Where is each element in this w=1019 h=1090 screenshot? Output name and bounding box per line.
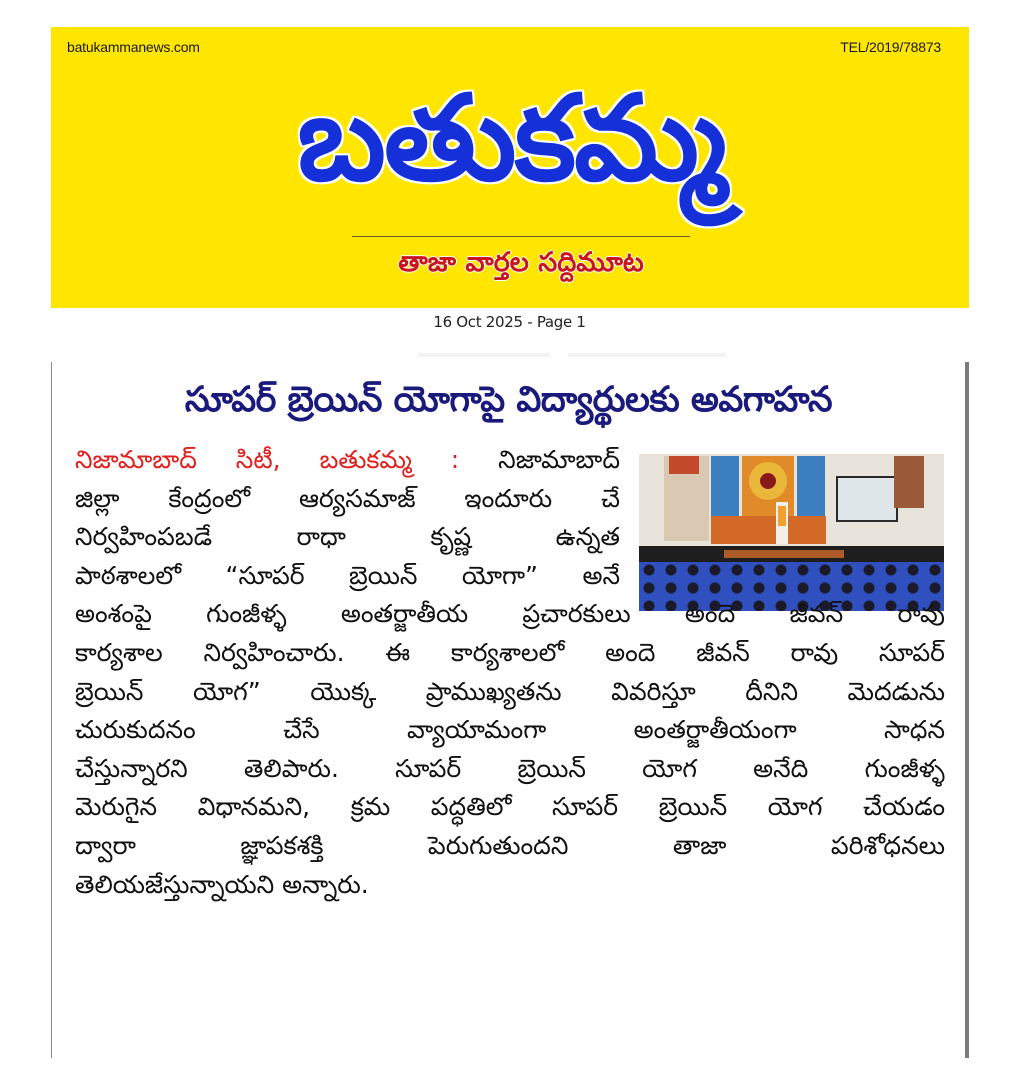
body-line: చేస్తున్నారని తెలిపారు. సూపర్ బ్రెయిన్ యోగ అనేది గుంజీళ్ళ (75, 753, 945, 783)
article-headline: సూపర్ బ్రెయిన్ యోగాపై విద్యార్థులకు అవగాహన (184, 380, 833, 420)
tagline-divider (352, 236, 690, 237)
body-line: అంశంపై గుంజీళ్ళ అంతర్జాతీయ ప్రచారకులు అందె జీవన్ రావు (75, 599, 945, 629)
newspaper-tagline: తాజా వార్తల సద్దిమూట (398, 247, 644, 278)
registration-number: TEL/2019/78873 (840, 39, 941, 55)
article-clipping (51, 362, 969, 1058)
body-line: నిజామాబాద్ సిటీ, బతుకమ్మ : నిజామాబాద్ (75, 445, 620, 474)
divider (568, 353, 726, 357)
body-line: జిల్లా కేంద్రంలో ఆర్యసమాజ్ ఇందూరు చే (75, 483, 620, 513)
body-line: చురుకుదనం చేసే వ్యాయామంగా అంతర్జాతీయంగా సాధన (75, 715, 945, 745)
masthead-banner (51, 27, 969, 308)
article-body (75, 441, 945, 904)
article-dateline: నిజామాబాద్ సిటీ, బతుకమ్మ : (75, 445, 460, 474)
body-line: తెలియజేస్తున్నాయని అన్నారు. (75, 869, 369, 899)
body-line: బ్రెయిన్ యోగ” యొక్క ప్రాముఖ్యతను వివరిస్తూ దీనిని మెదడును (75, 676, 945, 706)
divider (418, 353, 550, 357)
newspaper-logo: బతుకమ్మ (297, 69, 725, 207)
text-beside-photo (75, 441, 620, 595)
body-line: మెరుగైన విధానమని, క్రమ పద్ధతిలో సూపర్ బ్రెయిన్ యోగ చేయడం (75, 792, 945, 822)
body-line: నిర్వహింపబడే రాధా కృష్ణ ఉన్నత (75, 522, 620, 552)
body-line: కార్యశాల నిర్వహించారు. ఈ కార్యశాలలో అందె జీవన్ రావు సూపర్ (75, 637, 945, 667)
website-url: batukammanews.com (67, 39, 200, 55)
body-line: పాఠశాలలో “సూపర్ బ్రెయిన్ యోగా” అనే (75, 560, 620, 590)
body-line: ద్వారా జ్ఞాపకశక్తి పెరుగుతుందని తాజా పరిశోధనలు (75, 830, 945, 860)
edition-date-page: 16 Oct 2025 - Page 1 (433, 313, 586, 331)
